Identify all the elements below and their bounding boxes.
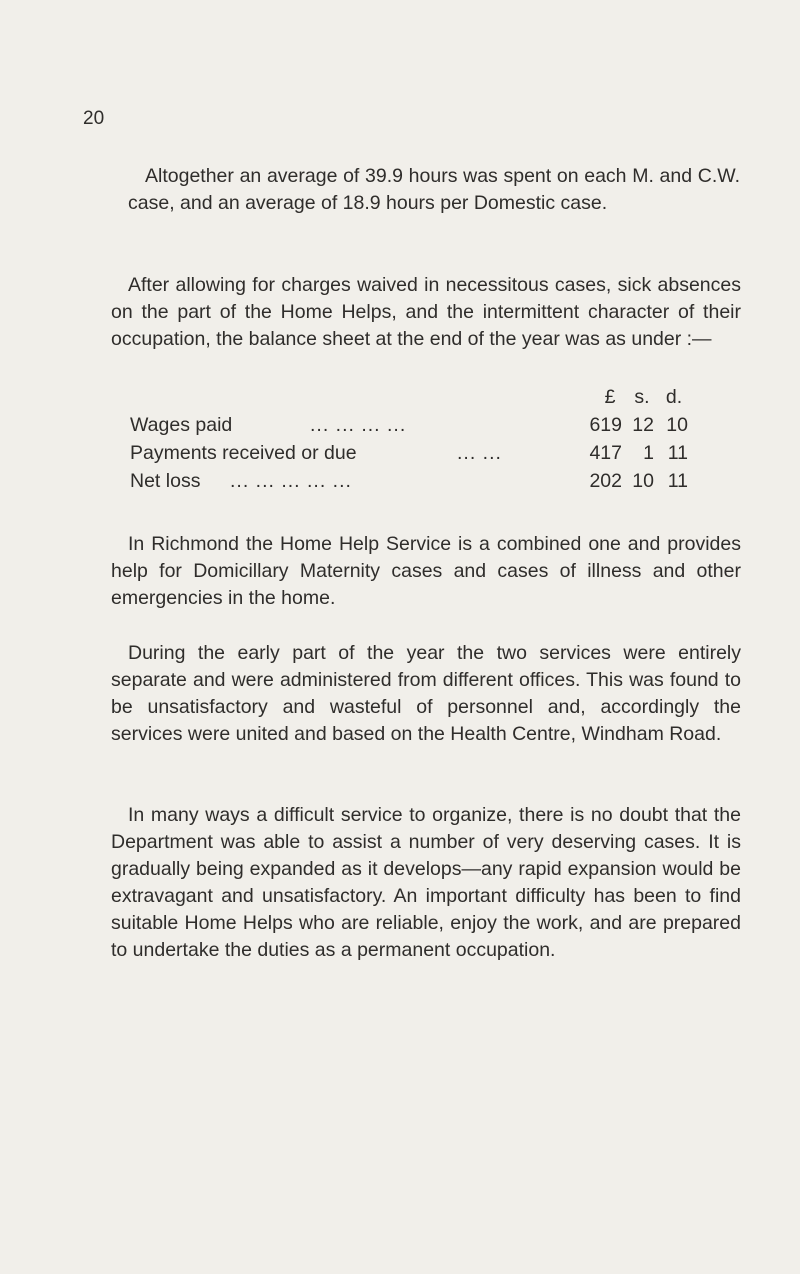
balance-sheet — [130, 386, 710, 498]
row-pence: 11 — [667, 470, 688, 492]
paragraph-balance-intro: After allowing for charges waived in necessitous cases, sick absences on the part of the Home Helps, and the intermittent character of their occupation, the balance sheet at the end of the year was as under :— — [111, 274, 741, 350]
page-number: 20 — [83, 108, 105, 129]
row-pence: 10 — [666, 414, 688, 436]
row-pounds: 619 — [589, 414, 622, 436]
balance-row-wages — [130, 414, 710, 442]
row-label: Net loss — [130, 470, 201, 492]
header-pence: d. — [665, 386, 683, 408]
row-pence: 11 — [667, 442, 688, 464]
balance-row-net-loss — [130, 470, 710, 498]
row-label: Payments received or due — [130, 442, 357, 464]
paragraph-difficult-service: In many ways a difficult service to organize, there is no doubt that the Department was able to assist a number of very deserving cases. It is gradually being expanded as it develops—any rapid expansion would be extravagant and unsatisfactory. An important difficulty has been to find suitable Home Helps who are reliable, enjoy the work, and are prepared to undertake the duties as a permanent occupation. — [111, 804, 741, 961]
leader-dots: ... ... — [457, 442, 502, 464]
balance-row-payments — [130, 442, 710, 470]
paragraph-services-united: During the early part of the year the two services were entirely separate and were administered from different offices. This was found to be unsatisfactory and wasteful of personnel and, accordingly the services were united and based on the Health Centre, Windham Road. — [111, 642, 741, 745]
row-shillings: 1 — [643, 442, 654, 464]
paragraph-richmond-service: In Richmond the Home Help Service is a combined one and provides help for Domicillary Maternity cases and cases of illness and other emergencies in the home. — [111, 533, 741, 609]
balance-sheet-header — [130, 386, 710, 414]
header-pounds: £ — [604, 386, 616, 408]
row-shillings: 10 — [632, 470, 654, 492]
paragraph-average-hours: Altogether an average of 39.9 hours was spent on each M. and C.W. case, and an average of 18.9 hours per Domestic case. — [128, 165, 740, 214]
leader-dots: ... ... ... ... ... — [230, 470, 352, 492]
leader-dots: ... ... ... ... — [310, 414, 407, 436]
header-shillings: s. — [634, 386, 650, 408]
row-shillings: 12 — [632, 414, 654, 436]
row-label: Wages paid — [130, 414, 233, 436]
row-pounds: 202 — [589, 470, 622, 492]
row-pounds: 417 — [589, 442, 622, 464]
